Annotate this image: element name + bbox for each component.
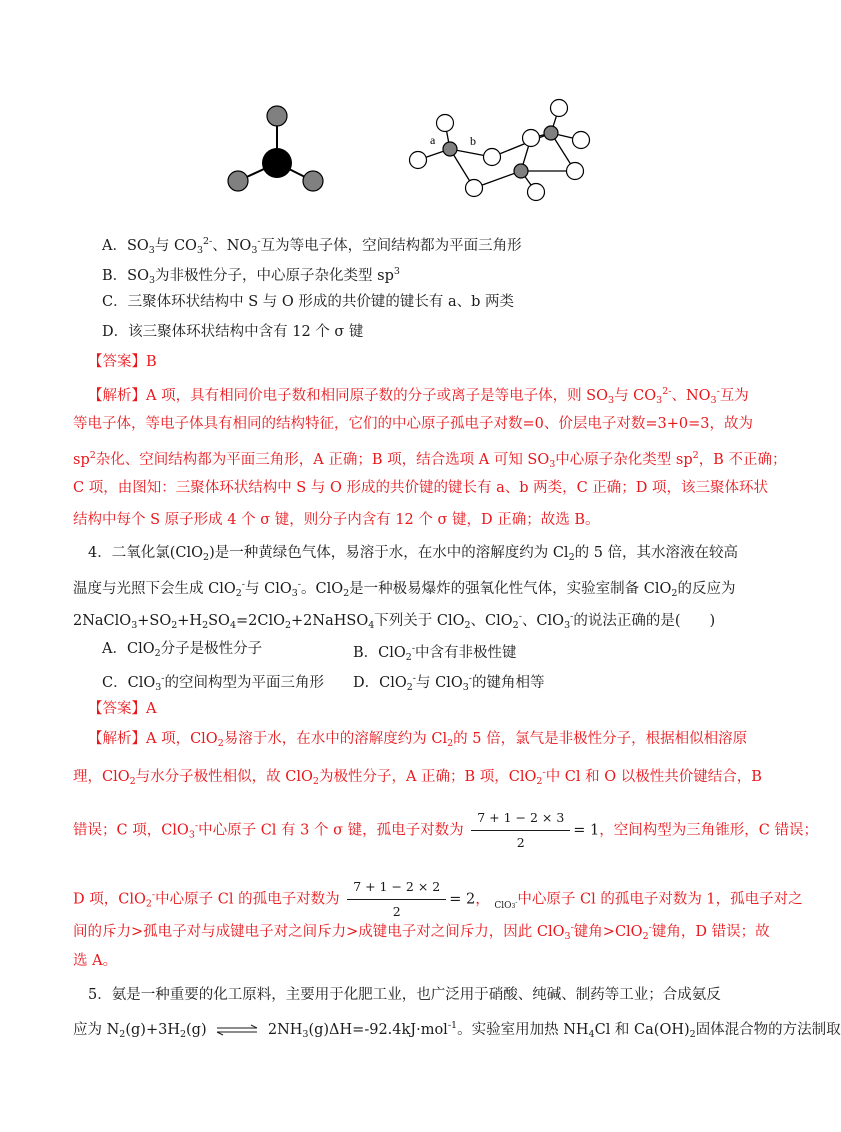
bond-label-a: a (430, 133, 436, 147)
q3-option-c: C．三聚体环状结构中 S 与 O 形成的共价键的键长有 a、b 两类 (102, 294, 514, 310)
sulfur-atom (262, 148, 292, 178)
oxygen-atom (551, 100, 568, 117)
oxygen-atom (528, 184, 545, 201)
bond-label-b: b (470, 134, 476, 148)
q4-answer: 【答案】A (88, 701, 157, 717)
q4-explanation-line: 错误；C 项，ClO$_3$-中心原子 Cl 有 3 个 σ 键，孤电子对数为 $\frac{7 + 1 - 2 \times 3}{2}$ = 1，空间构型为三角锥形，C 错误； (73, 808, 800, 853)
q4-stem-line: $2NaClO_3+SO_2+H_2SO_4=2ClO_2+2NaHSO_4$下列关于 ClO$_2$、ClO$_2$-、ClO$_3$-的说法正确的是( ) (73, 611, 716, 631)
oxygen-atom (267, 106, 287, 126)
oxygen-atom (228, 171, 248, 191)
oxygen-atom (523, 130, 540, 147)
oxygen-atom (466, 180, 483, 197)
q3-option-a: A．$SO_3$与 $CO_3^{2-}$、$NO_3^-$互为等电子体，空间结构都为平面三角形 (102, 236, 522, 256)
q3-explanation-line: 等电子体，等电子体具有相同的结构特征，它们的中心原子孤电子对数=0、价层电子对数=3+0=3，故为 (73, 416, 753, 432)
q3-explanation-line: C 项，由图知：三聚体环状结构中 S 与 O 形成的共价键的键长有 a、b 两类，C 正确；D 项，该三聚体环状 (73, 480, 769, 496)
oxygen-atom (410, 152, 427, 169)
q4-option-d: D．ClO$_2$-与 ClO$_3$-的键角相等 (353, 673, 545, 693)
q3-explanation-line: 结构中每个 S 原子形成 4 个 σ 键，则分子内含有 12 个 σ 键，D 正确；故选 B。 (73, 512, 600, 528)
q4-explanation-line: 选 A。 (73, 953, 118, 969)
oxygen-atom (437, 115, 454, 132)
q5-stem-line: 应为 $N_2(g)+3H_2(g)$ $2NH_3(g)\Delta H=-92.4kJ\cdot mol^{-1}$。实验室用加热 $NH_4Cl$ 和 $Ca(OH)_2$固体混合物的方法制取 (73, 1020, 841, 1040)
q3-explanation-line: 【解析】A 项，具有相同价电子数和相同原子数的分子或离子是等电子体，则 $SO_3$与 $CO_3^{2-}$、$NO_3^-$互为 (88, 386, 749, 406)
q3-explanation-line: $sp^2$杂化、空间结构都为平面三角形，A 正确；B 项，结合选项 A 可知 $SO_3$中心原子杂化类型 $sp^2$，B 不正确； (73, 450, 787, 470)
q4-stem-line: 温度与光照下会生成 ClO$_2$-与 ClO$_3$-。ClO$_2$是一种极易爆炸的强氧化性气体，实验室制备 ClO$_2$的反应为 (73, 579, 736, 599)
q4-option-a: A．ClO$_2$分子是极性分子 (102, 641, 263, 659)
q4-stem-line: 4．二氧化氯(ClO$_2$)是一种黄绿色气体，易溶于水，在水中的溶解度约为 $Cl_2$的 5 倍，其水溶液在较高 (88, 545, 739, 563)
lone-pair-fraction: $\frac{7 + 1 - 2 \times 2}{2}$ (347, 877, 446, 922)
oxygen-atom (484, 149, 501, 166)
oxygen-atom (303, 171, 323, 191)
q4-explanation-line: 间的斥力>孤电子对与成键电子对之间斥力>成键电子对之间斥力，因此 ClO$_3$-键角>ClO$_2$-键角，D 错误；故 (73, 922, 770, 942)
q4-explanation-line: 【解析】A 项，ClO$_2$易溶于水，在水中的溶解度约为 $Cl_2$的 5 倍，氯气是非极性分子，根据相似相溶原 (88, 731, 748, 749)
lone-pair-fraction: $\frac{7 + 1 - 2 \times 3}{2}$ (471, 808, 570, 853)
oxygen-atom (573, 132, 590, 149)
sulfur-atom (514, 164, 528, 178)
q3-option-d: D．该三聚体环状结构中含有 12 个 σ 键 (102, 324, 364, 340)
sulfur-atom (443, 142, 457, 156)
q3-answer: 【答案】B (88, 354, 157, 370)
q4-explanation-line: D 项，ClO$_2$-中心原子 Cl 的孤电子对数为 $\frac{7 + 1 - 2 \times 2}{2}$ = 2， $_{ClO3^-}$中心原子 Cl 的孤电子对数为 1，孤电子对之 (73, 877, 800, 922)
clo3-small-formula: ClO3- (494, 898, 518, 911)
q4-option-c: C．ClO$_3$-的空间构型为平面三角形 (102, 673, 324, 693)
sulfur-atom (544, 126, 558, 140)
q4-explanation-line: 理，ClO$_2$与水分子极性相似，故 ClO$_2$为极性分子，A 正确；B 项，ClO$_2$-中 Cl 和 O 以极性共价键结合，B (73, 767, 762, 787)
oxygen-atom (567, 163, 584, 180)
molecular-structure-figure (0, 0, 800, 220)
q5-stem-line: 5．氨是一种重要的化工原料，主要用于化肥工业，也广泛用于硝酸、纯碱、制药等工业；合成氨反 (88, 987, 721, 1003)
equilibrium-arrow-icon (215, 1024, 259, 1036)
q4-option-b: B．ClO$_2$-中含有非极性键 (353, 643, 517, 663)
q3-option-b: B．$SO_3$为非极性分子，中心原子杂化类型 $sp^3$ (102, 266, 400, 286)
